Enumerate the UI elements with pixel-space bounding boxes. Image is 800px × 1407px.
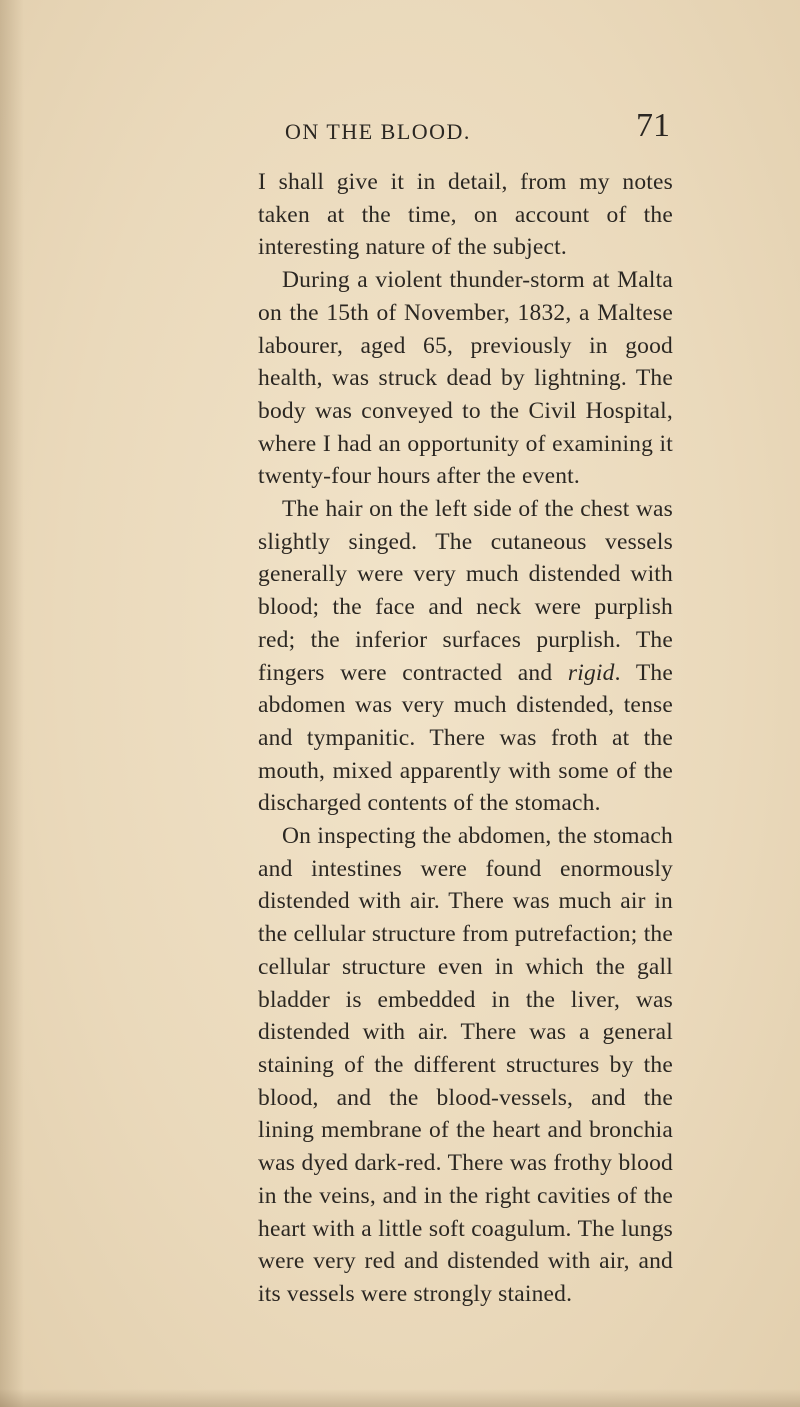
page-bottom-shadow xyxy=(0,1389,800,1407)
paragraph: On inspecting the abdomen, the stomach and intestines were found enormously distended with air. There was much air in the cellular structure from putrefaction; the cellular structure even in which the gall bladder is embedded in the liver, was distended with air. There was a general staining of the different structures by the blood, and the blood-vessels, and the lining membrane of the heart and bronchia was dyed dark-red. There was frothy blood in the veins, and in the right cavities of the heart with a little soft coagulum. The lungs were very red and distended with air, and its vessels were strongly stained. xyxy=(258,823,673,1307)
body-text xyxy=(258,166,673,1311)
page-number: 71 xyxy=(636,107,670,144)
page-edge-shadow xyxy=(0,0,24,1407)
running-head xyxy=(0,107,800,154)
running-title: ON THE BLOOD. xyxy=(285,119,471,144)
paragraph: The hair on the left side of the chest was slightly singed. The cutaneous vessels generally were very much distended with blood; the face and neck were purplish red; the inferior surfaces purplish. The fingers were contracted and rigid. The abdomen was very much distended, tense and tympanitic. There was froth at the mouth, mixed apparently with some of the discharged contents of the stomach. xyxy=(258,496,673,817)
paragraph: I shall give it in detail, from my notes taken at the time, on account of the interesting nature of the subject. xyxy=(258,169,673,261)
emphasis: rigid xyxy=(567,659,615,686)
paragraph: During a violent thunder-storm at Malta on the 15th of November, 1832, a Maltese labourer, aged 65, previously in good health, was struck dead by lightning. The body was conveyed to the Civil Hospital, where I had an opportunity of examining it twenty-four hours after the event. xyxy=(258,267,673,490)
